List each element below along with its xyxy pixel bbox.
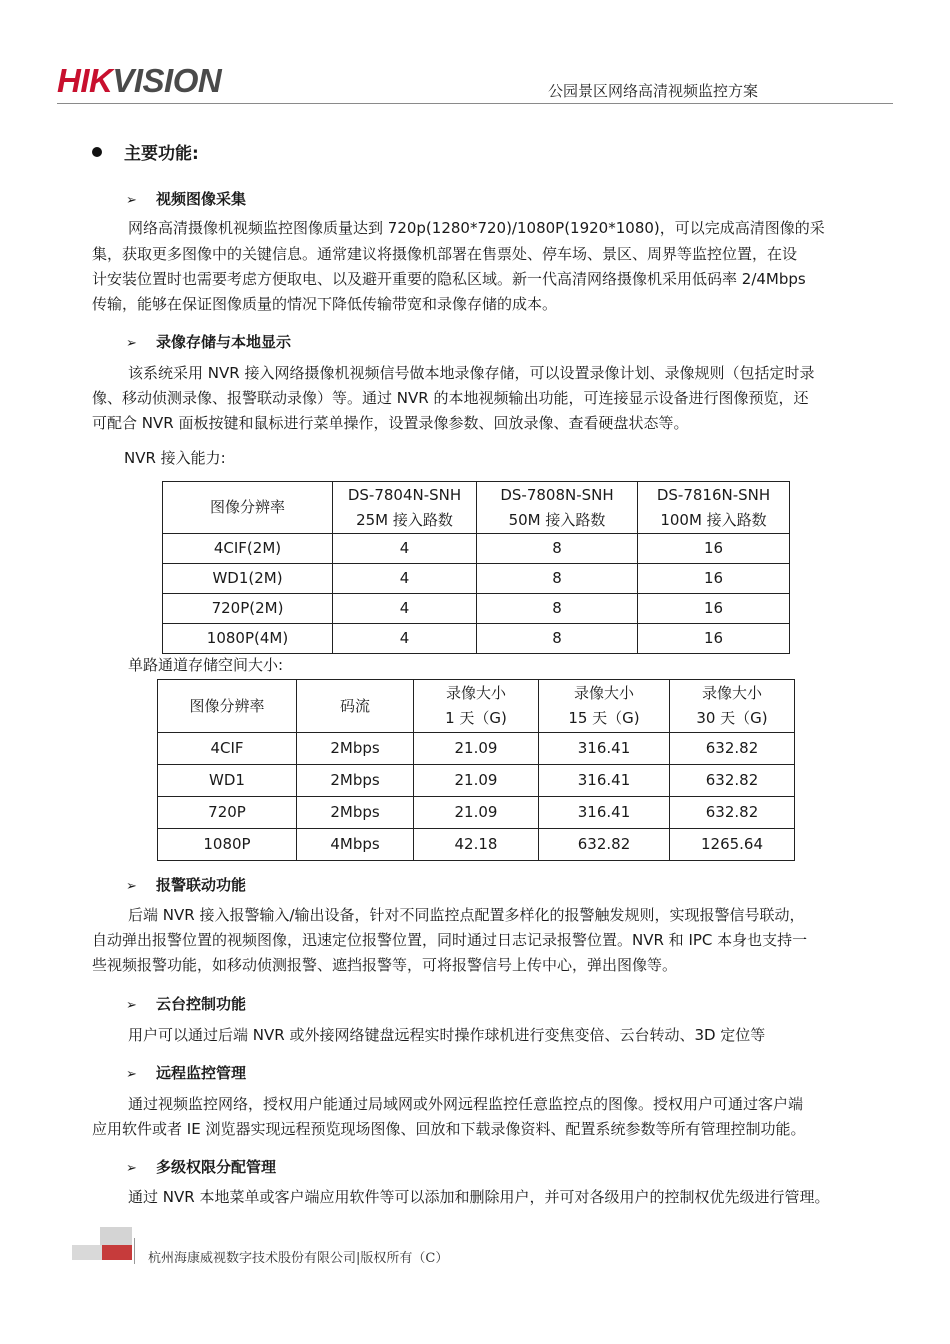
table-row — [163, 564, 790, 594]
table-cell: 632.82 — [670, 797, 795, 829]
table-row — [158, 797, 795, 829]
table-cell: 1080P(4M) — [163, 624, 333, 654]
arrow-bullet-icon: ➢ — [126, 1161, 137, 1176]
table-cell: 4Mbps — [297, 829, 414, 861]
table-cell: WD1(2M) — [163, 564, 333, 594]
table-header-cell: 图像分辨率 — [158, 680, 297, 733]
table-header-cell: 码流 — [297, 680, 414, 733]
table-cell: 2Mbps — [297, 733, 414, 765]
section-heading-permission-management: ➢ 多级权限分配管理 — [126, 1158, 277, 1176]
hikvision-logo — [57, 64, 221, 97]
table-header-row — [158, 680, 795, 733]
table-cell: 8 — [477, 594, 638, 624]
table-cell: 316.41 — [539, 765, 670, 797]
table-cell: 632.82 — [539, 829, 670, 861]
bullet-icon — [92, 147, 102, 157]
table-cell: 4 — [333, 564, 477, 594]
table-cell: 21.09 — [414, 765, 539, 797]
table-cell: WD1 — [158, 765, 297, 797]
arrow-bullet-icon: ➢ — [126, 336, 137, 351]
section-heading-alarm-linkage: ➢ 报警联动功能 — [126, 876, 247, 894]
table-cell: 632.82 — [670, 765, 795, 797]
section-heading-recording-storage: ➢ 录像存储与本地显示 — [126, 333, 292, 351]
table-header-row — [163, 482, 790, 534]
table-header-cell: 图像分辨率 — [163, 482, 333, 534]
table-cell: 16 — [638, 534, 790, 564]
paragraph-line: 该系统采用 NVR 接入网络摄像机视频信号做本地录像存储，可以设置录像计划、录像规则（包括定时录 — [128, 364, 815, 382]
paragraph-line: 后端 NVR 接入报警输入/输出设备，针对不同监控点配置多样化的报警触发规则，实现报警信号联动， — [128, 906, 805, 924]
table-cell: 8 — [477, 564, 638, 594]
document-title: 公园景区网络高清视频监控方案 — [548, 82, 759, 100]
header-divider — [57, 103, 893, 104]
arrow-bullet-icon: ➢ — [126, 998, 137, 1013]
paragraph-line: 像、移动侦测录像、报警联动录像）等。通过 NVR 的本地视频输出功能，可连接显示设备进行图像预览，还 — [92, 389, 809, 407]
table-cell: 4CIF(2M) — [163, 534, 333, 564]
table-cell: 21.09 — [414, 797, 539, 829]
paragraph-line: 可配合 NVR 面板按键和鼠标进行菜单操作，设置录像参数、回放录像、查看硬盘状态等。 — [92, 414, 689, 432]
table-header-cell: DS-7808N-SNH 50M 接入路数 — [477, 482, 638, 534]
footer-copyright: 杭州海康威视数字技术股份有限公司|版权所有（C） — [148, 1251, 449, 1266]
main-heading-label: 主要功能: — [124, 144, 199, 164]
paragraph-line: 传输，能够在保证图像质量的情况下降低传输带宽和录像存储的成本。 — [92, 295, 558, 313]
table1-caption: NVR 接入能力: — [124, 449, 226, 467]
table-header-cell: DS-7816N-SNH 100M 接入路数 — [638, 482, 790, 534]
section-heading-ptz-control: ➢ 云台控制功能 — [126, 995, 247, 1013]
table-cell: 4 — [333, 534, 477, 564]
paragraph-line: 集，获取更多图像中的关键信息。通常建议将摄像机部署在售票处、停车场、景区、周界等监控位置，在设 — [92, 245, 798, 263]
footer-divider — [134, 1238, 135, 1264]
logo-text-vision: VISION — [112, 62, 222, 99]
table-header-cell: 录像大小 15 天（G) — [539, 680, 670, 733]
table-cell: 2Mbps — [297, 765, 414, 797]
table-cell: 632.82 — [670, 733, 795, 765]
paragraph-line: 通过视频监控网络，授权用户能通过局域网或外网远程监控任意监控点的图像。授权用户可通过客户端 — [128, 1095, 804, 1113]
footer-decor-block — [100, 1227, 132, 1245]
table-cell: 8 — [477, 534, 638, 564]
table-row — [163, 594, 790, 624]
table-row — [163, 624, 790, 654]
table-cell: 316.41 — [539, 733, 670, 765]
table-cell: 1265.64 — [670, 829, 795, 861]
main-heading — [92, 139, 199, 164]
paragraph-line: 网络高清摄像机视频监控图像质量达到 720p(1280*720)/1080P(1920*1080)，可以完成高清图像的采 — [128, 219, 825, 237]
table-row — [158, 829, 795, 861]
paragraph-line: 用户可以通过后端 NVR 或外接网络键盘远程实时操作球机进行变焦变倍、云台转动、3D 定位等 — [128, 1026, 766, 1044]
table-cell: 1080P — [158, 829, 297, 861]
table2-caption: 单路通道存储空间大小: — [128, 656, 284, 674]
footer-decor-block — [72, 1245, 102, 1260]
paragraph-line: 通过 NVR 本地菜单或客户端应用软件等可以添加和删除用户，并可对各级用户的控制权优先级进行管理。 — [128, 1188, 830, 1206]
arrow-bullet-icon: ➢ — [126, 1067, 137, 1082]
table-cell: 4 — [333, 624, 477, 654]
paragraph-line: 应用软件或者 IE 浏览器实现远程预览现场图像、回放和下载录像资料、配置系统参数等所有管理控制功能。 — [92, 1120, 806, 1138]
table-row — [158, 733, 795, 765]
table-cell: 4 — [333, 594, 477, 624]
table-cell: 2Mbps — [297, 797, 414, 829]
table-cell: 8 — [477, 624, 638, 654]
paragraph-line: 计安装位置时也需要考虑方便取电、以及避开重要的隐私区域。新一代高清网络摄像机采用低码率 2/4Mbps — [92, 270, 806, 288]
footer-decor-block-red — [102, 1245, 132, 1260]
table-header-cell: DS-7804N-SNH 25M 接入路数 — [333, 482, 477, 534]
table-cell: 21.09 — [414, 733, 539, 765]
table-header-cell: 录像大小 1 天（G) — [414, 680, 539, 733]
nvr-capacity-table — [162, 481, 790, 654]
paragraph-line: 些视频报警功能，如移动侦测报警、遮挡报警等，可将报警信号上传中心，弹出图像等。 — [92, 956, 678, 974]
table-header-cell: 录像大小 30 天（G) — [670, 680, 795, 733]
table-cell: 16 — [638, 624, 790, 654]
table-cell: 720P — [158, 797, 297, 829]
section-heading-video-capture: ➢ 视频图像采集 — [126, 190, 247, 208]
paragraph-line: 自动弹出报警位置的视频图像，迅速定位报警位置，同时通过日志记录报警位置。NVR 和 IPC 本身也支持一 — [92, 931, 808, 949]
table-row — [158, 765, 795, 797]
table-cell: 16 — [638, 594, 790, 624]
table-cell: 42.18 — [414, 829, 539, 861]
table-cell: 316.41 — [539, 797, 670, 829]
logo-text-hik: HIK — [57, 62, 113, 99]
table-cell: 16 — [638, 564, 790, 594]
table-row — [163, 534, 790, 564]
arrow-bullet-icon: ➢ — [126, 193, 137, 208]
arrow-bullet-icon: ➢ — [126, 879, 137, 894]
storage-size-table — [157, 679, 795, 861]
table-cell: 4CIF — [158, 733, 297, 765]
section-heading-remote-monitoring: ➢ 远程监控管理 — [126, 1064, 247, 1082]
table-cell: 720P(2M) — [163, 594, 333, 624]
